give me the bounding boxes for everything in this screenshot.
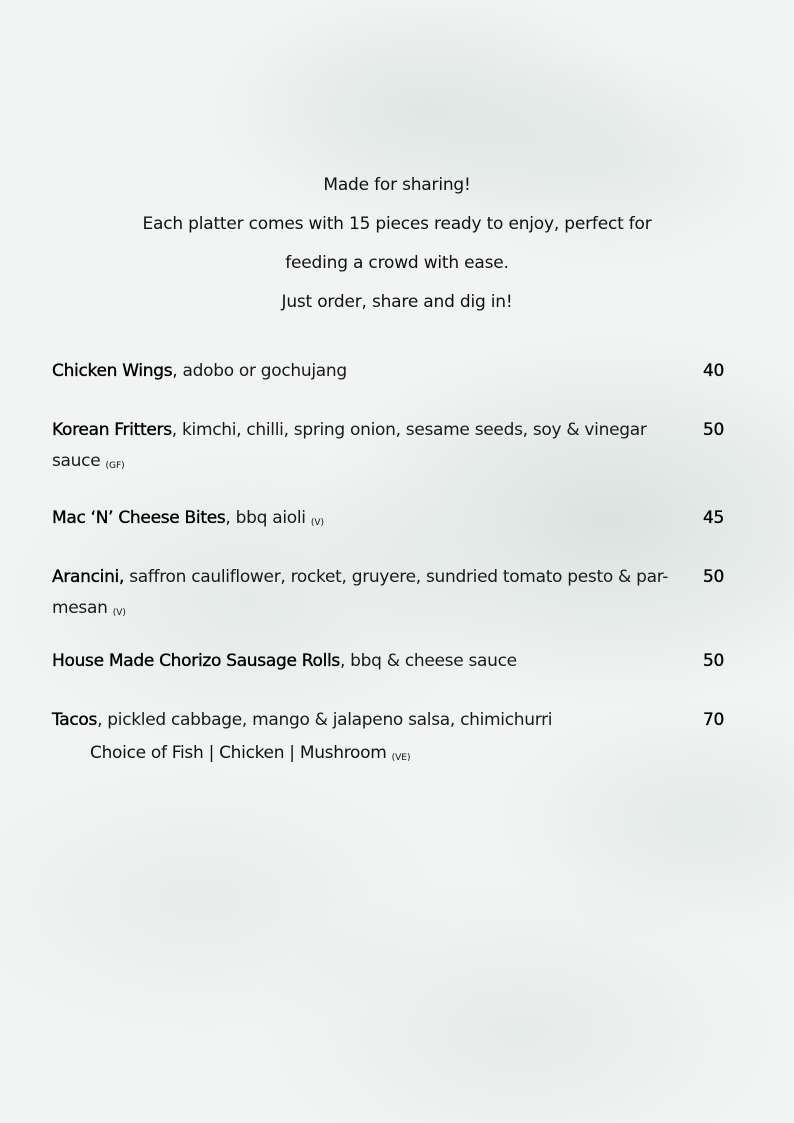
menu-item-name: Mac ‘N’ Cheese Bites xyxy=(52,508,226,528)
dietary-tag: (GF) xyxy=(105,461,125,471)
menu-item-price: 40 xyxy=(702,361,724,381)
menu-item-text xyxy=(52,562,682,629)
menu-item-name: Tacos xyxy=(52,710,98,730)
menu-item-tacos xyxy=(52,705,742,774)
intro-text-line: Each platter comes with 15 pieces ready to enjoy, perfect for xyxy=(142,214,652,234)
menu-item-korean-fritters xyxy=(52,415,742,482)
menu-item-description: saffron cauliflower, rocket, gruyere, sundried tomato pesto & par-mesan xyxy=(52,567,669,618)
intro-block xyxy=(0,166,794,322)
intro-headline: Made for sharing! xyxy=(323,175,471,195)
menu-item-name: Arancini, xyxy=(52,567,125,587)
menu-item-name: House Made Chorizo Sausage Rolls xyxy=(52,651,340,671)
dietary-tag: (V) xyxy=(310,518,324,528)
menu-item-options xyxy=(52,738,742,774)
menu-item-price: 50 xyxy=(702,651,724,671)
menu-item-text xyxy=(52,705,682,736)
menu-item-description: , pickled cabbage, mango & jalapeno salsa, chimichurri xyxy=(97,710,553,730)
menu-item-sausage-rolls xyxy=(52,646,742,677)
menu-item-text xyxy=(52,415,682,482)
menu-item-choices: Choice of Fish | Chicken | Mushroom xyxy=(90,743,387,763)
menu-item-description: , adobo or gochujang xyxy=(172,361,347,381)
menu-item-text xyxy=(52,356,682,387)
menu-item-price: 50 xyxy=(702,567,724,587)
dietary-tag: (VE) xyxy=(391,753,411,763)
menu-item-text xyxy=(52,503,682,539)
menu-item-price: 70 xyxy=(702,710,724,730)
intro-text-line: Just order, share and dig in! xyxy=(281,292,513,312)
menu-item-description: , kimchi, chilli, spring onion, sesame seeds, soy & vinegar sauce xyxy=(52,420,647,471)
menu-item-description: , bbq aioli xyxy=(225,508,306,528)
intro-text-line: feeding a crowd with ease. xyxy=(285,253,509,273)
menu-item-arancini xyxy=(52,562,742,629)
dietary-tag: (V) xyxy=(112,608,126,618)
menu-item-chicken-wings xyxy=(52,356,742,387)
menu-item-price: 50 xyxy=(702,420,724,440)
menu-item-name: Korean Fritters xyxy=(52,420,172,440)
menu-item-price: 45 xyxy=(702,508,724,528)
menu-item-text xyxy=(52,646,682,677)
menu-item-mac-cheese-bites xyxy=(52,503,742,539)
menu-item-description: , bbq & cheese sauce xyxy=(339,651,517,671)
menu-item-name: Chicken Wings xyxy=(52,361,173,381)
